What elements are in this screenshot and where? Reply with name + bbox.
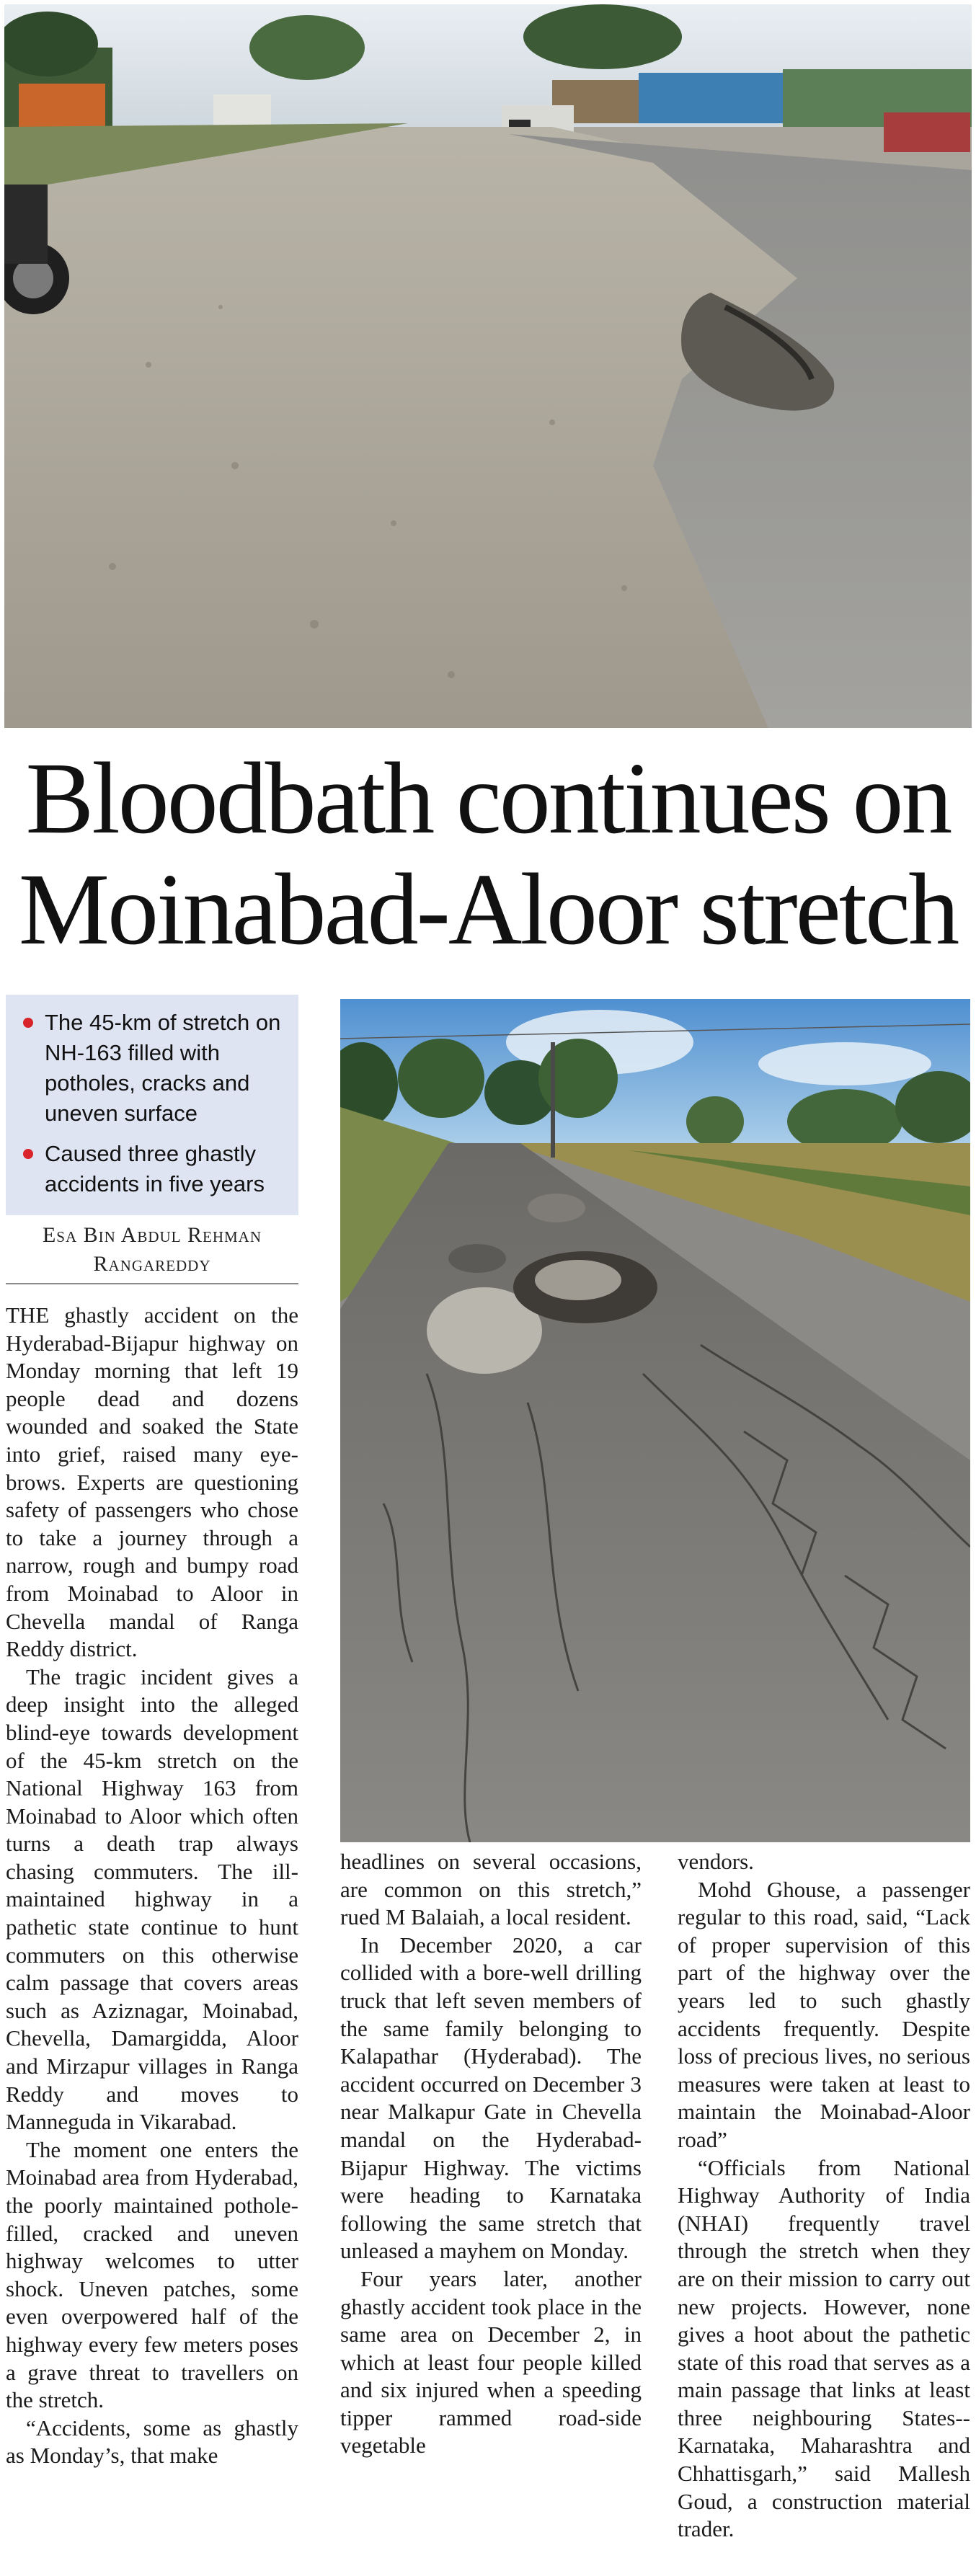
article-paragraph: “Accidents, some as ghastly as Monday’s, that make: [6, 2415, 298, 2469]
byline-divider: [6, 1283, 298, 1284]
article-column-1: [6, 1302, 298, 2470]
byline: [6, 1221, 298, 1279]
article-column-2: [340, 1848, 642, 2460]
article-paragraph: Four years later, another ghastly accident took place in the same area on December 2, in which at least four people killed and six injured when a speeding tipper rammed road-side vegetable: [340, 2265, 642, 2459]
article-paragraph: vendors.: [678, 1849, 754, 1874]
article-paragraph: The moment one enters the Moinabad area from Hyderabad, the poorly maintained pothole-filled, cracked and uneven highway welcomes to utter shock. Uneven patches, some even overpowered half of the highway every few meters poses a grave threat to travellers on the stretch.: [6, 2136, 298, 2413]
headline-line-1: Bloodbath continues on: [25, 741, 951, 855]
red-bullet-icon: [23, 1018, 33, 1028]
damaged-road-photo: [4, 4, 972, 728]
article-paragraph: THE ghastly accident on the Hyderabad-Bijapur highway on Monday morning that left 19 people dead and dozens wounded and soaked the State into grief, raised many eye-brows. Experts are questioning safety of passengers who chose to take a journey through a narrow, rough and bumpy road from Moinabad to Aloor in Chevella mandal of Ranga Reddy district.: [6, 1302, 298, 1662]
article-paragraph: “Officials from National Highway Authority of India (NHAI) frequently travel through the stretch when they are on their mission to carry out new projects. However, none gives a hoot about the pathetic state of this road that serves as a main passage that links at least three neighbouring States--Karnataka, Maharashtra and Chhattisgarh,” said Mallesh Goud, a construction material trader.: [678, 2154, 970, 2542]
article-paragraph: The tragic incident gives a deep insight into the alleged blind-eye towards development of the 45-km stretch on the National Highway 163 from Moinabad to Aloor which often turns a death trap always chasing commuters. The ill-maintained highway in a pathetic state continue to hunt commuters on this otherwise calm passage that covers areas such as Aziznagar, Moinabad, Chevella, Damargidda, Aloor and Mirzapur villages in Ranga Reddy and moves to Manneguda in Vikarabad.: [6, 1664, 298, 2135]
article-column-3: [678, 1848, 970, 2544]
highlights-box: [6, 995, 298, 1215]
byline-author: Esa Bin Abdul Rehman: [42, 1223, 262, 1247]
red-bullet-icon: [23, 1149, 33, 1159]
article-paragraph: headlines on several occasions, are common on this stretch,” rued M Balaiah, a local resident.: [340, 1849, 642, 1930]
road-photo-illustration: [4, 4, 972, 728]
headline: [0, 742, 976, 964]
headline-line-2: Moinabad-Aloor stretch: [18, 852, 958, 966]
highlight-item: [17, 1008, 288, 1129]
highlight-text: The 45-km of stretch on NH-163 filled with potholes, cracks and uneven surface: [45, 1010, 281, 1126]
highlight-item: [17, 1139, 288, 1199]
highway-photo-illustration: [340, 999, 970, 1842]
article-paragraph: Mohd Ghouse, a passenger regular to this road, said, “Lack of proper supervision of this part of the highway over the years led to such ghastly accidents frequently. Despite loss of precious lives, no serious measures were taken at least to maintain the Moinabad-Aloor road”: [678, 1876, 970, 2152]
article-paragraph: In December 2020, a car collided with a bore-well drilling truck that left seven members of the same family belonging to Kalapathar (Hyderabad). The accident occurred on December 3 near Malkapur Gate in Chevella mandal on the Hyderabad-Bijapur Highway. The victims were heading to Karnataka following the same stretch that unleased a mayhem on Monday.: [340, 1932, 642, 2264]
byline-place: Rangareddy: [93, 1252, 211, 1276]
highlight-text: Caused three ghastly accidents in five years: [45, 1141, 265, 1196]
cracked-highway-photo: [340, 999, 970, 1842]
